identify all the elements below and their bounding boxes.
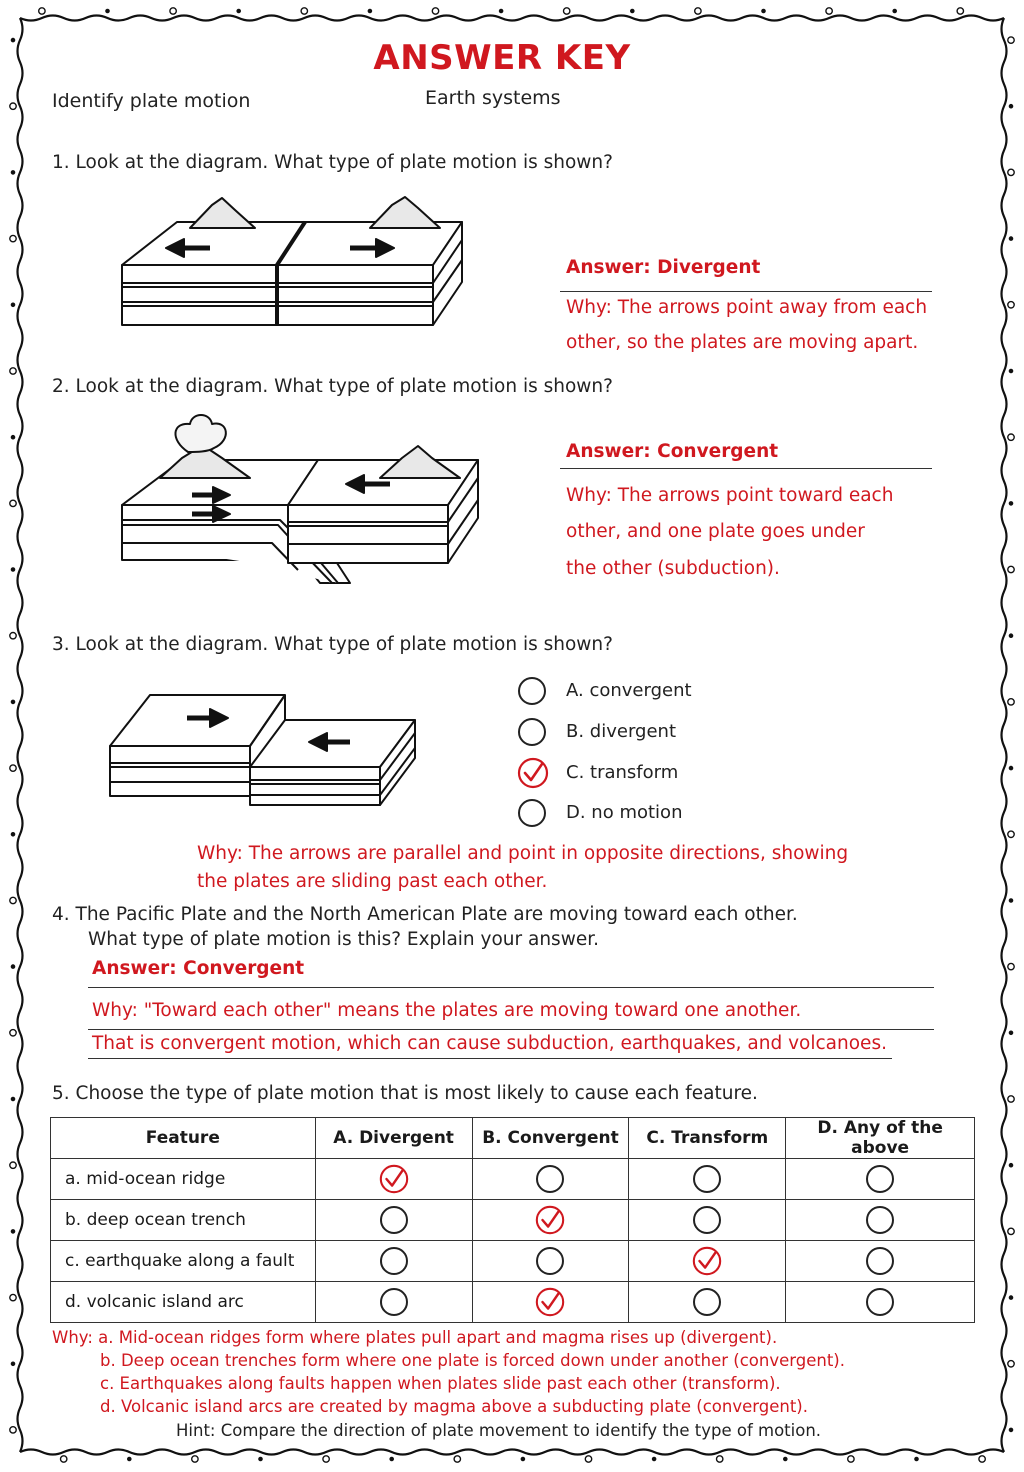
q2-why-label: Why: — [566, 485, 612, 506]
q4-answer-label: Answer: — [92, 958, 177, 979]
option-d-label: D. no motion — [566, 802, 683, 823]
q3-why-line1 — [197, 843, 848, 864]
choice-cell — [472, 1282, 629, 1323]
header-convergent: B. Convergent — [472, 1118, 629, 1159]
question-3-text: 3. Look at the diagram. What type of plate motion is shown? — [52, 634, 613, 655]
empty-circle-icon[interactable] — [866, 1206, 894, 1234]
q1-answer-line — [560, 291, 932, 292]
checked-circle-icon[interactable] — [691, 1245, 723, 1277]
q4-answer — [92, 958, 304, 979]
choice-cell — [315, 1159, 472, 1200]
worksheet-topic: Identify plate motion — [52, 90, 251, 112]
q1-why-text1: The arrows point away from each — [617, 297, 928, 318]
choice-cell — [315, 1282, 472, 1323]
empty-circle-icon[interactable] — [866, 1288, 894, 1316]
choice-cell — [472, 1241, 629, 1282]
choice-cell — [786, 1241, 975, 1282]
q1-why-line2: other, so the plates are moving apart. — [566, 332, 919, 353]
q1-answer-value: Divergent — [657, 257, 761, 278]
checked-circle-icon[interactable] — [534, 1204, 566, 1236]
empty-circle-icon[interactable] — [693, 1288, 721, 1316]
table-row — [51, 1159, 975, 1200]
q1-answer — [566, 257, 760, 278]
choice-cell — [472, 1200, 629, 1241]
choice-cell — [315, 1241, 472, 1282]
transform-diagram — [100, 670, 430, 810]
q4-why-line2-rule — [88, 1058, 892, 1059]
q3-why-label: Why: — [197, 843, 243, 864]
option-a-label: A. convergent — [566, 680, 692, 701]
worksheet-subject: Earth systems — [425, 87, 561, 109]
question-4-line2: What type of plate motion is this? Explain your answer. — [88, 929, 599, 950]
convergent-diagram — [110, 410, 480, 590]
q1-why-line1 — [566, 297, 927, 318]
feature-cell: c. earthquake along a fault — [51, 1241, 316, 1282]
empty-circle-icon[interactable] — [536, 1247, 564, 1275]
choice-cell — [629, 1159, 786, 1200]
q3-why-line2: the plates are sliding past each other. — [197, 871, 548, 892]
question-5-text: 5. Choose the type of plate motion that is most likely to cause each feature. — [52, 1083, 758, 1104]
q2-answer — [566, 441, 778, 462]
question-2-text: 2. Look at the diagram. What type of plate motion is shown? — [52, 376, 613, 397]
question-1-text: 1. Look at the diagram. What type of plate motion is shown? — [52, 152, 613, 173]
feature-table — [50, 1117, 975, 1323]
option-b-radio[interactable] — [518, 718, 546, 746]
empty-circle-icon[interactable] — [693, 1165, 721, 1193]
checked-circle-icon[interactable] — [378, 1163, 410, 1195]
feature-cell: b. deep ocean trench — [51, 1200, 316, 1241]
q4-why-line1-rule — [88, 1029, 934, 1030]
q4-why-label: Why: — [92, 1000, 138, 1021]
hint-label: Hint: — [176, 1421, 216, 1440]
choice-cell — [786, 1282, 975, 1323]
table-row — [51, 1282, 975, 1323]
header-feature: Feature — [51, 1118, 316, 1159]
choice-cell — [786, 1200, 975, 1241]
q2-why-line2: other, and one plate goes under — [566, 521, 865, 542]
option-c-label: C. transform — [566, 762, 679, 783]
q2-answer-line — [560, 468, 932, 469]
choice-cell — [472, 1159, 629, 1200]
table-row — [51, 1200, 975, 1241]
question-4-line1: 4. The Pacific Plate and the North American Plate are moving toward each other. — [52, 904, 798, 925]
option-b-label: B. divergent — [566, 721, 676, 742]
header-any: D. Any of the above — [786, 1118, 975, 1159]
choice-cell — [786, 1159, 975, 1200]
option-d-radio[interactable] — [518, 799, 546, 827]
q3-why-text1: The arrows are parallel and point in opposite directions, showing — [248, 843, 849, 864]
q2-why-line3: the other (subduction). — [566, 558, 780, 579]
q4-answer-value: Convergent — [183, 958, 305, 979]
choice-cell — [629, 1282, 786, 1323]
choice-cell — [629, 1241, 786, 1282]
q5-why-line-d: d. Volcanic island arcs are created by magma above a subducting plate (convergent). — [100, 1397, 808, 1416]
q1-answer-label: Answer: — [566, 257, 651, 278]
q5-why-line-b: b. Deep ocean trenches form where one plate is forced down under another (convergent). — [100, 1351, 845, 1370]
header-divergent: A. Divergent — [315, 1118, 472, 1159]
choice-cell — [629, 1200, 786, 1241]
checked-circle-icon[interactable] — [534, 1286, 566, 1318]
q2-why-line1 — [566, 485, 893, 506]
empty-circle-icon[interactable] — [693, 1206, 721, 1234]
q5-why-text-a: a. Mid-ocean ridges form where plates pull apart and magma rises up (divergent). — [98, 1328, 778, 1347]
option-a-radio[interactable] — [518, 677, 546, 705]
q4-why-line2: That is convergent motion, which can cause subduction, earthquakes, and volcanoes. — [92, 1033, 887, 1054]
page-title: ANSWER KEY — [373, 38, 631, 78]
option-c-checked-radio[interactable] — [516, 756, 550, 790]
q4-why-line1 — [92, 1000, 801, 1021]
q5-why-line-a — [52, 1328, 777, 1347]
empty-circle-icon[interactable] — [380, 1206, 408, 1234]
empty-circle-icon[interactable] — [866, 1165, 894, 1193]
q2-answer-value: Convergent — [657, 441, 779, 462]
table-header-row — [51, 1118, 975, 1159]
hint-line — [176, 1421, 821, 1440]
hint-text: Compare the direction of plate movement to identify the type of motion. — [220, 1421, 822, 1440]
table-row — [51, 1241, 975, 1282]
choice-cell — [315, 1200, 472, 1241]
q4-why-text1: "Toward each other" means the plates are moving toward one another. — [143, 1000, 802, 1021]
q4-answer-line — [88, 987, 934, 988]
empty-circle-icon[interactable] — [536, 1165, 564, 1193]
q2-why-text1: The arrows point toward each — [617, 485, 894, 506]
q2-answer-label: Answer: — [566, 441, 651, 462]
empty-circle-icon[interactable] — [866, 1247, 894, 1275]
q5-why-line-c: c. Earthquakes along faults happen when plates slide past each other (transform). — [100, 1374, 781, 1393]
q1-why-label: Why: — [566, 297, 612, 318]
header-transform: C. Transform — [629, 1118, 786, 1159]
divergent-diagram — [110, 190, 480, 340]
feature-cell: d. volcanic island arc — [51, 1282, 316, 1323]
empty-circle-icon[interactable] — [380, 1247, 408, 1275]
q5-why-label: Why: — [52, 1328, 93, 1347]
empty-circle-icon[interactable] — [380, 1288, 408, 1316]
feature-cell: a. mid-ocean ridge — [51, 1159, 316, 1200]
